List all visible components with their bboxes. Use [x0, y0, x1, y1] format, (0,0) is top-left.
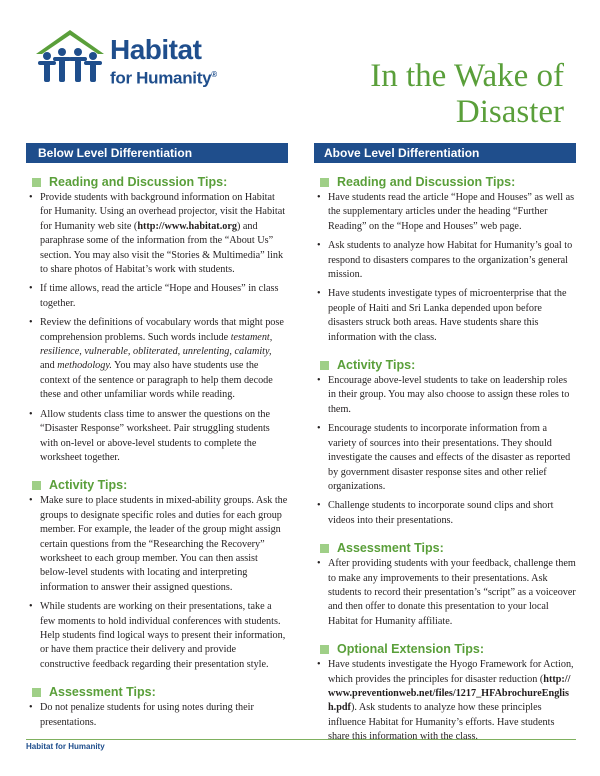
- bullet-square-icon: [320, 178, 329, 187]
- logo-text-for-humanity: for Humanity®: [110, 68, 217, 88]
- page-title: In the Wake of Disaster: [370, 58, 564, 130]
- page-footer: Habitat for Humanity: [26, 739, 576, 751]
- list-item: • Encourage students to incorporate information from a variety of sources into their presentations. They should investigate the causes and effects of the disaster as reported by government disaster response sites and other relief organizations.: [314, 422, 576, 494]
- above-level-header: Above Level Differentiation: [314, 143, 576, 163]
- above-activity-section: [314, 358, 576, 528]
- bullet-square-icon: [32, 688, 41, 697]
- below-level-header: Below Level Differentiation: [26, 143, 288, 163]
- list-item: • Have students read the article “Hope and Houses” as well as the supplementary articles under the heading “Further Reading” on the “Hope and Houses” web page.: [314, 191, 576, 234]
- bullet-square-icon: [320, 361, 329, 370]
- above-level-column: [314, 143, 576, 750]
- list-item: • Make sure to place students in mixed-ability groups. Ask the groups to designate specific roles and duties for each group member. For example, the leader of the group might assign certain questions from the “Researching the Recovery” worksheet to each group member. You can then assist below-level students with locating and interpreting information to answer their assigned questions.: [26, 494, 288, 595]
- section-heading: Assessment Tips:: [320, 541, 576, 555]
- list-item: • Allow students class time to answer the questions on the “Disaster Response” worksheet. Pair struggling students with on-level or above-level students to complete the worksheet together.: [26, 408, 288, 466]
- list-item: • Challenge students to incorporate sound clips and short videos into their presentations.: [314, 499, 576, 528]
- below-level-column: [26, 143, 288, 735]
- below-reading-section: [26, 175, 288, 465]
- section-heading: Optional Extension Tips:: [320, 642, 576, 656]
- bullet-square-icon: [320, 544, 329, 553]
- above-assessment-section: [314, 541, 576, 629]
- list-item: • While students are working on their presentations, take a few moments to hold individual conferences with students. Help students find logical ways to present their information, or have them practice their delivery and provide constructive feedback regarding their presentation style.: [26, 600, 288, 672]
- section-heading: Assessment Tips:: [32, 685, 288, 699]
- habitat-logo: [34, 28, 224, 88]
- list-item: • Ask students to analyze how Habitat for Humanity’s goal to respond to disasters compares to the organization’s general mission.: [314, 239, 576, 282]
- preventionweb-url[interactable]: http://www.preventionweb.net/files/1217_HFAbrochureEnglish.pdf: [328, 673, 571, 714]
- above-reading-section: [314, 175, 576, 345]
- bullet-square-icon: [32, 481, 41, 490]
- section-heading: Reading and Discussion Tips:: [32, 175, 288, 189]
- list-item: • After providing students with your feedback, challenge them to make any improvements to their presentations. Ask students to record their presentation’s “script” as a voiceover and then offer to donate this presentation to your local Habitat for Humanity affiliate.: [314, 557, 576, 629]
- section-heading: Activity Tips:: [320, 358, 576, 372]
- habitat-url[interactable]: http://www.habitat.org: [137, 220, 237, 232]
- below-activity-section: [26, 478, 288, 672]
- section-heading: Reading and Discussion Tips:: [320, 175, 576, 189]
- logo-figures-icon: [34, 28, 106, 88]
- above-extension-section: [314, 642, 576, 744]
- bullet-square-icon: [320, 645, 329, 654]
- below-assessment-section: [26, 685, 288, 730]
- list-item: • Have students investigate the Hyogo Framework for Action, which provides the principles for disaster reduction (http://www.preventionweb.net/files/1217_HFAbrochureEnglish.pdf). Ask students to analyze how these principles influence Habitat for Humanity’s efforts. Have students share this information with the class.: [314, 658, 576, 744]
- list-item: • Do not penalize students for using notes during their presentations.: [26, 701, 288, 730]
- list-item: • If time allows, read the article “Hope and Houses” in class together.: [26, 282, 288, 311]
- list-item: • Provide students with background information on Habitat for Humanity. Using an overhead projector, visit the Habitat for Humanity web site (http://www.habitat.org) and paraphrase some of the information from the “About Us” section. You may also visit the “Stories & Multimedia” link to share photos of Habitat’s work with students.: [26, 191, 288, 277]
- list-item: • Have students investigate types of microenterprise that the people of Haiti and Sri Lanka depended upon before disasters struck both areas. Have students share this information with the class.: [314, 287, 576, 345]
- logo-text-habitat: Habitat: [110, 34, 202, 65]
- list-item: • Encourage above-level students to take on leadership roles in their group. You may also choose to assign these roles to them.: [314, 374, 576, 417]
- section-heading: Activity Tips:: [32, 478, 288, 492]
- list-item: • Review the definitions of vocabulary words that might pose comprehension problems. Such words include testament, resilience, vulnerable, obliterated, unrelenting, calamity, and methodology. You may also have students use the context of the sentence or paragraph to help them decode these and other unfamiliar words while reading.: [26, 316, 288, 402]
- bullet-square-icon: [32, 178, 41, 187]
